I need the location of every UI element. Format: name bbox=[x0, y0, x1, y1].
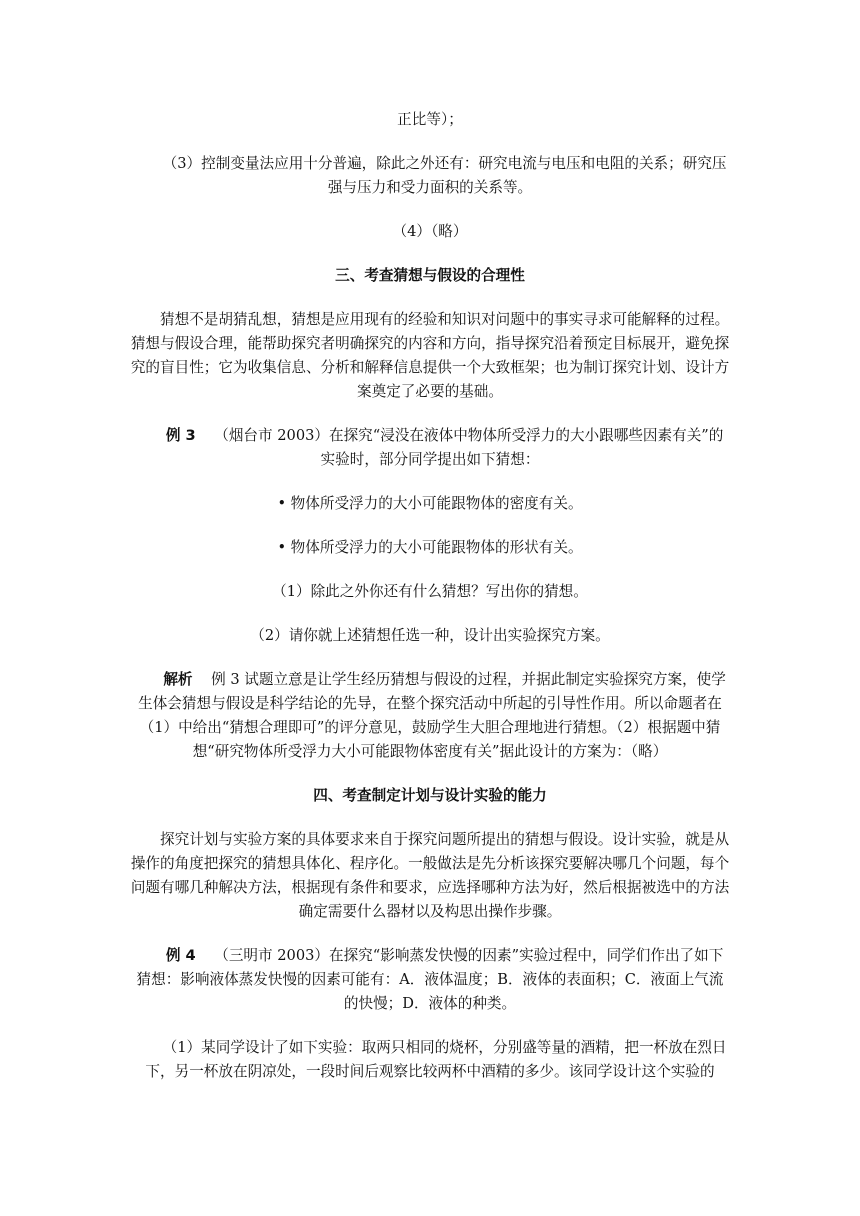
bullet-density: • 物体所受浮力的大小可能跟物体的密度有关。 bbox=[277, 495, 583, 512]
paragraph-plan-intro: 探究计划与实验方案的具体要求来自于探究问题所提出的猜想与假设。设计实验，就是从操作的角度把探究的猜想具体化、程序化。一般做法是先分析该探究要解决哪几个问题，每个问题有哪几种解决方法，根据现有条件和要求，应选择哪种方法为好，然后根据被选中的方法确定需要什么器材以及构思出操作步骤。 bbox=[130, 831, 730, 920]
question-2: （2）请你就上述猜想任选一种，设计出实验探究方案。 bbox=[250, 627, 610, 644]
question-1: （1）除此之外你还有什么猜想？写出你的猜想。 bbox=[272, 583, 588, 600]
example-3-label: 例 3 bbox=[165, 427, 196, 444]
example-3-text: （烟台市 2003）在探究“浸没在液体中物体所受浮力的大小跟哪些因素有关”的实验时，部分同学提出如下猜想： bbox=[214, 427, 724, 468]
paragraph-experiment-1: （1）某同学设计了如下实验：取两只相同的烧杯，分别盛等量的酒精，把一杯放在烈日下，另一杯放在阴凉处，一段时间后观察比较两杯中酒精的多少。该同学设计这个实验的 bbox=[145, 1039, 727, 1080]
example-4-paragraph bbox=[130, 944, 730, 1016]
section-heading-4: 四、考查制定计划与设计实验的能力 bbox=[313, 787, 547, 804]
paragraph-item-4: （4）（略） bbox=[392, 223, 468, 240]
analysis-label: 解析 bbox=[163, 671, 193, 688]
example-4-label: 例 4 bbox=[165, 947, 196, 964]
example-3-paragraph bbox=[130, 424, 730, 472]
bullet-shape: • 物体所受浮力的大小可能跟物体的形状有关。 bbox=[277, 539, 583, 556]
paragraph-item-3: （3）控制变量法应用十分普遍，除此之外还有：研究电流与电压和电阻的关系；研究压强与压力和受力面积的关系等。 bbox=[162, 155, 727, 196]
section-heading-3: 三、考查猜想与假设的合理性 bbox=[335, 267, 525, 284]
document-page bbox=[130, 96, 730, 1084]
paragraph-guess-intro: 猜想不是胡猜乱想，猜想是应用现有的经验和知识对问题中的事实寻求可能解释的过程。猜想与假设合理，能帮助探究者明确探究的内容和方向，指导探究沿着预定目标展开，避免探究的盲目性；它为收集信息、分析和解释信息提供一个大致框架；也为制订探究计划、设计方案奠定了必要的基础。 bbox=[130, 311, 730, 400]
analysis-text: 例 3 试题立意是让学生经历猜想与假设的过程，并据此制定实验探究方案，使学生体会猜想与假设是科学结论的先导，在整个探究活动中所起的引导性作用。所以命题者在（1）中给出“猜想合理即可”的评分意见，鼓励学生大胆合理地进行猜想。（2）根据题中猜想“研究物体所受浮力大小可能跟物体密度有关”据此设计的方案为：（略） bbox=[138, 671, 726, 760]
paragraph-continuation: 正比等）； bbox=[397, 111, 463, 128]
analysis-paragraph bbox=[130, 668, 730, 764]
example-4-text: （三明市 2003）在探究“影响蒸发快慢的因素”实验过程中，同学们作出了如下猜想：影响液体蒸发快慢的因素可能有：A．液体温度；B．液体的表面积；C．液面上气流的快慢；D．液体的种类。 bbox=[136, 947, 724, 1012]
